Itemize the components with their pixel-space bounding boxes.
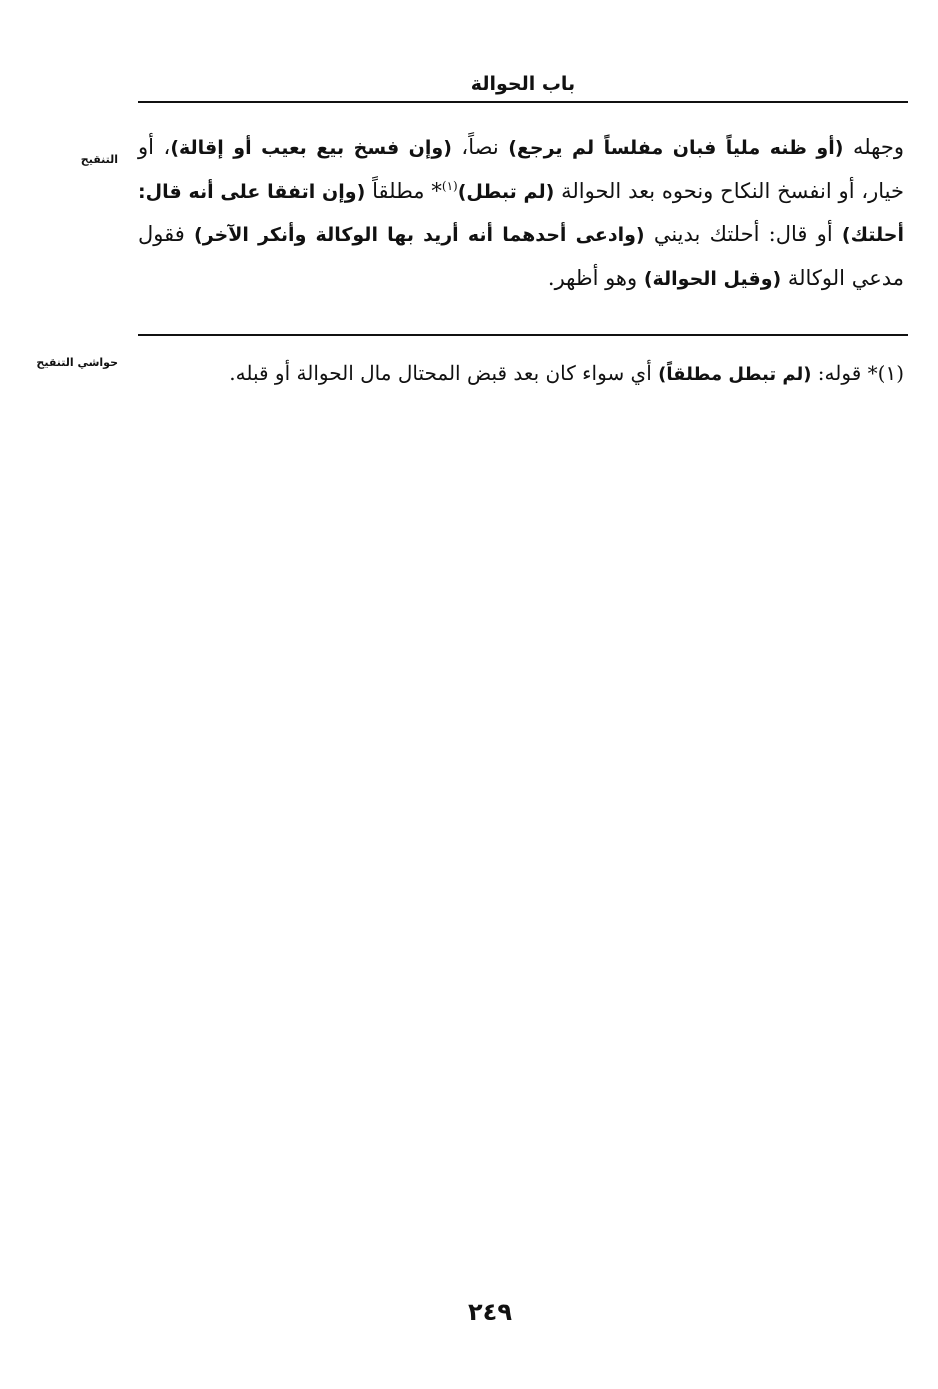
main-text-segment: وجهله (843, 135, 904, 159)
main-text-segment: (١) (441, 178, 458, 193)
main-text-segment: أو قال: أحلتك بديني (644, 222, 842, 246)
running-header-title: باب الحوالة (470, 73, 576, 95)
main-text-bold-segment: (وقيل الحوالة) (643, 267, 782, 290)
footnote-segment: أي سواء كان بعد قبض المحتال مال الحوالة أو قبله. (229, 361, 659, 385)
main-text-segment: فقول مدعي الوكالة (138, 222, 904, 290)
page-number: ٢٤٩ (468, 1298, 512, 1326)
main-text-segment: * مطلقاً (365, 178, 442, 203)
footnote-segment: قوله: (811, 361, 868, 385)
main-text-segment: وهو أظهر. (547, 265, 644, 290)
main-text-bold-segment: (وادعى أحدهما أنه أريد بها الوكالة وأنكر الآخر) (194, 224, 645, 246)
footnote-1 (138, 355, 904, 393)
header-divider (138, 101, 908, 103)
footnote-bold-segment: (لم تبطل مطلقاً) (658, 364, 812, 385)
margin-label-hawashi: حواشي التنقيح (36, 356, 118, 369)
main-text-bold-segment: (أو ظنه ملياً فبان مفلساً لم يرجع) (508, 137, 844, 159)
footnote-divider (138, 334, 908, 336)
main-text-segment: نصاً، (451, 135, 509, 159)
footnote-marker: (١)* (867, 361, 904, 385)
main-text-segment: ، أو خيار، أو انفسخ النكاح ونحوه بعد الحوالة (138, 135, 905, 203)
margin-label-tanqih: التنقيح (80, 153, 118, 166)
main-text-bold-segment: (وإن اتفقا على أنه قال: أحلتك) (138, 180, 904, 246)
main-text-bold-segment: (لم تبطل) (457, 180, 555, 203)
main-text-paragraph (138, 126, 904, 300)
footnote-body (229, 361, 867, 385)
main-text-bold-segment: (وإن فسخ بيع بعيب أو إقالة) (170, 137, 452, 159)
